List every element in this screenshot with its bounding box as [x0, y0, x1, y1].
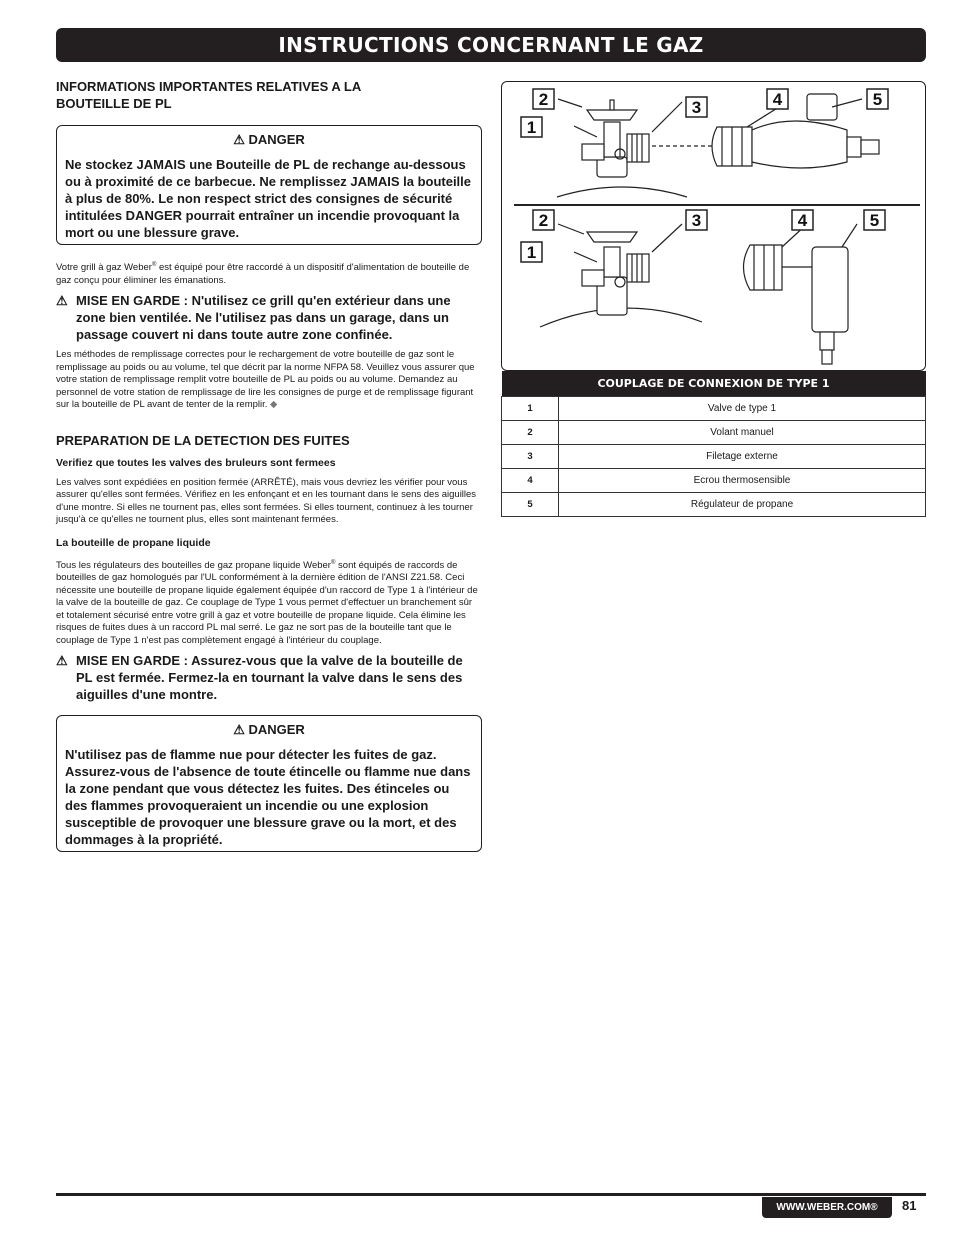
- coupling-diagram: [502, 82, 924, 369]
- parts-table: [501, 371, 926, 517]
- page-number: 81: [902, 1198, 917, 1213]
- callout-5-top: 5: [872, 90, 883, 109]
- warning-ventilation: ⚠ MISE EN GARDE : N'utilisez ce grill qu'en extérieur dans une zone bien ventilée. Ne l'utilisez pas dans un garage, dans un passage couvert ni dans toute autre zone confinée.: [56, 293, 451, 343]
- callout-1-bottom: 1: [526, 243, 537, 262]
- table-row: 5 Régulateur de propane: [502, 493, 926, 517]
- table-row: 3 Filetage externe: [502, 445, 926, 469]
- callout-4-bottom: 4: [797, 211, 808, 230]
- table-row: 4 Ecrou thermosensible: [502, 469, 926, 493]
- section-title-leak-detection: PREPARATION DE LA DETECTION DES FUITES: [56, 432, 350, 448]
- callout-4-top: 4: [772, 90, 783, 109]
- subheading-propane-bottle: La bouteille de propane liquide: [56, 536, 211, 549]
- page-header: [56, 28, 926, 62]
- callout-2-top: 2: [538, 90, 549, 109]
- footer-rule: [56, 1193, 926, 1196]
- paragraph-filling-methods: Les méthodes de remplissage correctes pour le rechargement de votre bouteille de gaz sont le remplissage au poids ou au volume, tel que décrit par la norme NFPA 58. Veuillez vous assurer que votre station de remplissage remplit votre bouteille de PL au poids ou au volume. Demandez au personnel de votre station de remplissage de lire les consignes de purge et de remplissage figurant sur la bouteille de PL avant de tenter de la remplir. ◆: [56, 349, 475, 411]
- table-row: 1 Valve de type 1: [502, 397, 926, 421]
- parts-table-title: COUPLAGE DE CONNEXION DE TYPE 1: [502, 371, 926, 397]
- footer-website-link[interactable]: WWW.WEBER.COM®: [762, 1197, 892, 1218]
- warning-triangle-icon: ⚠: [233, 132, 245, 147]
- warning-triangle-icon: ⚠: [56, 293, 68, 309]
- danger-text: N'utilisez pas de flamme nue pour détecter les fuites de gaz. Assurez-vous de l'absence de toute étincelle ou flamme nue dans la zone pendant que vous détectez les fuites. Des étinceles ou des flammes provoqueraient un incendie ou une explosion susceptible de provoquer une blessure grave ou la mort, et des dommages à la propriété.: [65, 747, 471, 848]
- left-column: [56, 78, 482, 852]
- warning-close-valve: ⚠ MISE EN GARDE : Assurez-vous que la valve de la bouteille de PL est fermée. Fermez-la en tournant la valve dans le sens des aiguilles d'une montre.: [56, 653, 463, 703]
- danger-text: Ne stockez JAMAIS une Bouteille de PL de rechange au-dessous ou à proximité de ce barbecue. Ne remplissez JAMAIS la bouteille à plus de 80%. Le non respect strict des consignes de sécurité intitulées DANGER pourrait entraîner un incendie provoquant la mort ou une blessure grave.: [65, 157, 472, 240]
- danger-box-storage: [56, 125, 482, 245]
- table-row: 2 Volant manuel: [502, 421, 926, 445]
- subheading-burner-valves: Verifiez que toutes les valves des bruleurs sont fermees: [56, 456, 336, 469]
- end-diamond-icon: ◆: [267, 399, 278, 411]
- callout-5-bottom: 5: [869, 211, 880, 230]
- danger-heading: ⚠ DANGER: [233, 722, 305, 738]
- callout-2-bottom: 2: [538, 211, 549, 230]
- paragraph-valves-closed: Les valves sont expédiées en position fermée (ARRÊTÉ), mais vous devriez les vérifier pour vous assurer qu'elles sont fermées. Vérifiez en les enfonçant et en les tournant dans le sens des aiguilles d'une montre. Si elles ne tournent pas, elles sont fermées. Si elles tournent, continuez à les tourner jusqu'à ce qu'elles ne tournent plus, elles sont maintenant fermées.: [56, 476, 477, 526]
- right-column: [501, 81, 926, 517]
- section-title-lp-bottle: INFORMATIONS IMPORTANTES RELATIVES A LA BOUTEILLE DE PL: [56, 79, 361, 111]
- page-title: INSTRUCTIONS CONCERNANT LE GAZ: [278, 33, 704, 57]
- callout-3-bottom: 3: [691, 211, 702, 230]
- danger-box-leak-test: [56, 715, 482, 852]
- warning-triangle-icon: ⚠: [233, 722, 245, 738]
- paragraph-type1-coupling: Tous les régulateurs des bouteilles de gaz propane liquide Weber® sont équipés de raccords de bouteilles de gaz homologués par l'UL conformément à la dernière édition de l'ANSI Z21.58. Ceci nécessite une bouteille de propane liquide également équipée d'un raccord de Type 1 à l'intérieur de la valve de la bouteille de gaz. Ce couplage de Type 1 vous permet d'effectuer un branchement sûr et totalement sécurisé entre votre grill à gaz et votre bouteille de propane liquide. Cela élimine les risques de fuites dues à un raccord PL mal serré. Le gaz ne sort pas de la bouteille tant que le couplage de Type 1 n'est pas complètement engagé à l'intérieur du couplage.: [56, 559, 478, 646]
- coupling-illustration: [501, 81, 926, 371]
- danger-heading: ⚠ DANGER: [233, 132, 305, 147]
- warning-triangle-icon: ⚠: [56, 653, 68, 669]
- callout-3-top: 3: [691, 98, 702, 117]
- paragraph-grill-intro: Votre grill à gaz Weber® est équipé pour être raccordé à un dispositif d'alimentation de bouteille de gaz conçu pour éliminer les émanations.: [56, 262, 470, 286]
- callout-1-top: 1: [526, 118, 537, 137]
